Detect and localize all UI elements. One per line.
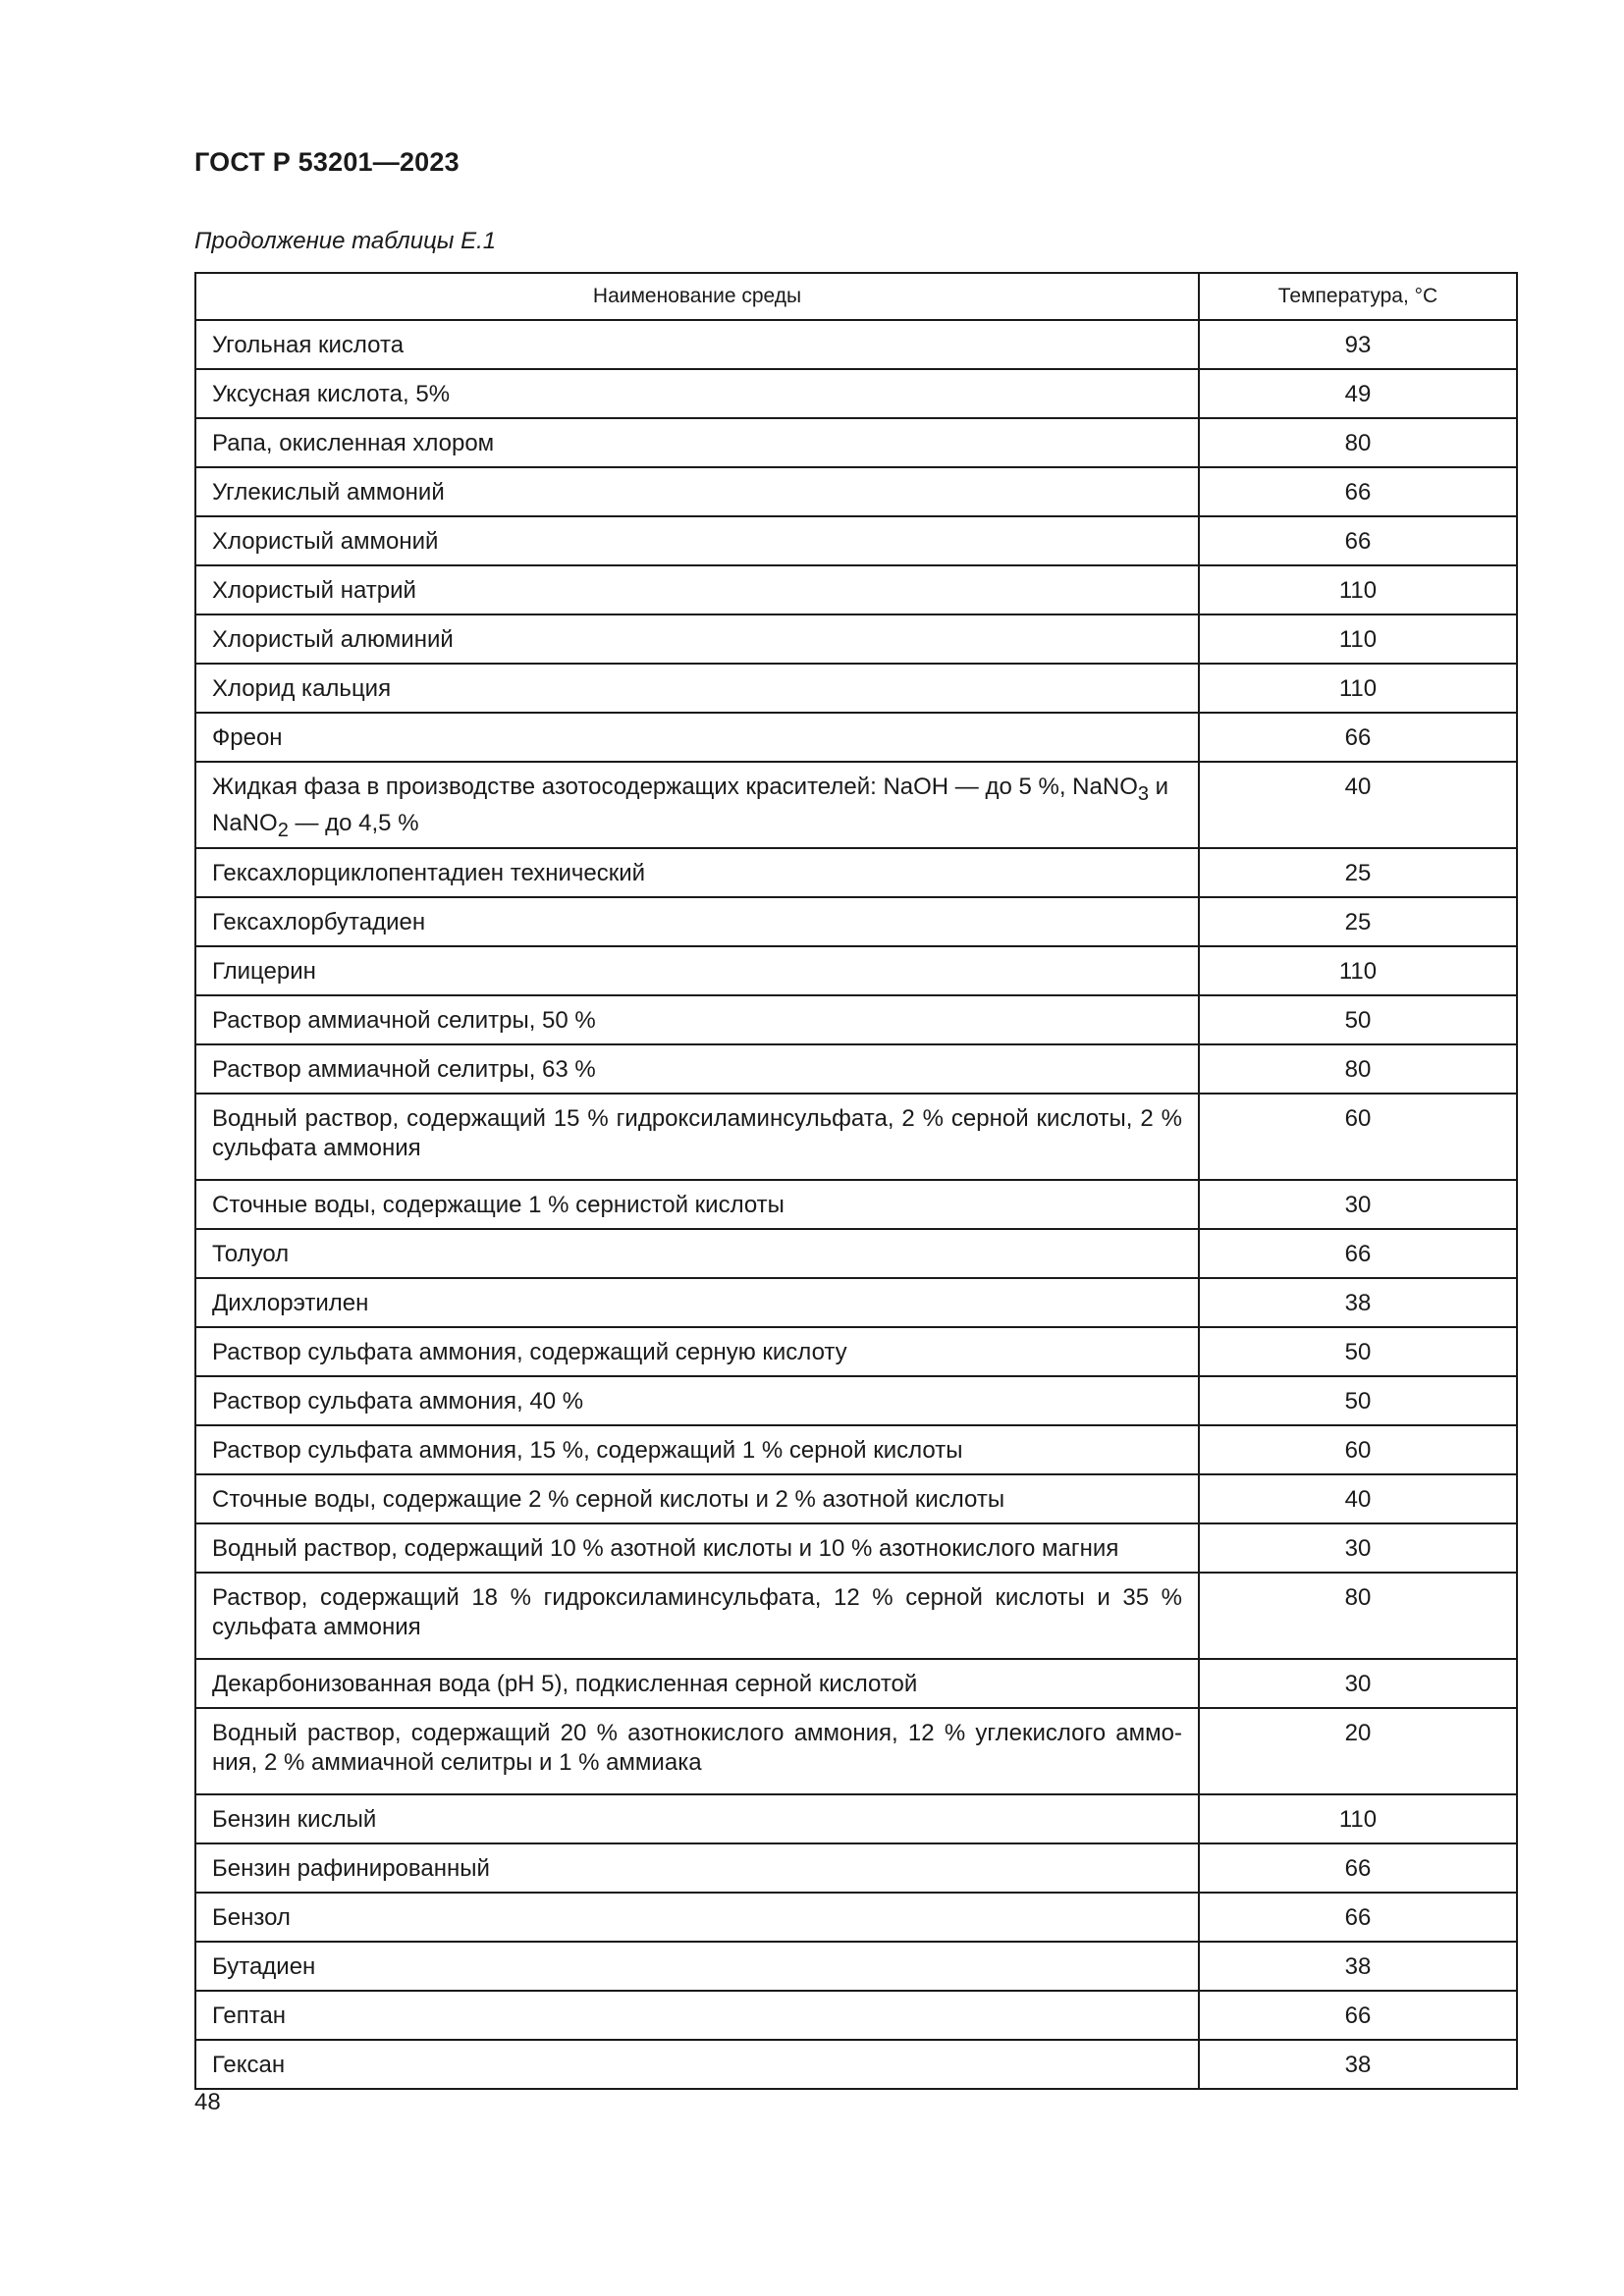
medium-name: Углекислый аммоний [195,467,1199,516]
table-row [195,762,1517,848]
medium-name: Водный раствор, содержащий 15 % гидроксиламинсульфата, 2 % серной кислоты, 2 % сульфата аммония [195,1094,1199,1180]
medium-name: Уксусная кислота, 5% [195,369,1199,418]
table-caption: Продолжение таблицы Е.1 [194,228,497,254]
medium-name: Раствор сульфата аммония, содержащий серную кислоту [195,1327,1199,1376]
medium-name: Гексахлорциклопентадиен технический [195,848,1199,897]
medium-name: Сточные воды, содержащие 1 % сернистой кислоты [195,1180,1199,1229]
medium-name: Раствор сульфата аммония, 40 % [195,1376,1199,1425]
medium-name-text: Жидкая фаза в производстве азотосодержащих красителей: NaOH — до 5 %, NaNO [212,774,1138,800]
temperature-value: 66 [1199,1991,1517,2040]
medium-name: Гептан [195,1991,1199,2040]
medium-name: Дихлорэтилен [195,1278,1199,1327]
temperature-value: 25 [1199,897,1517,946]
table-row [195,1425,1517,1474]
column-header-medium: Наименование среды [195,273,1199,320]
temperature-value: 110 [1199,565,1517,614]
medium-name: Сточные воды, содержащие 2 % серной кислоты и 2 % азотной кислоты [195,1474,1199,1523]
medium-name: Глицерин [195,946,1199,995]
medium-name: Декарбонизованная вода (pH 5), подкисленная серной кислотой [195,1659,1199,1708]
medium-name: Раствор сульфата аммония, 15 %, содержащий 1 % серной кислоты [195,1425,1199,1474]
medium-name: Водный раствор, содержащий 20 % азотнокислого аммония, 12 % углекислого аммо-ния, 2 % аммиачной селитры и 1 % аммиака [195,1708,1199,1794]
temperature-value: 40 [1199,762,1517,848]
medium-name: Хлористый алюминий [195,614,1199,664]
table-row [195,1327,1517,1376]
table-row [195,995,1517,1044]
temperature-value: 38 [1199,1942,1517,1991]
temperature-value: 66 [1199,1229,1517,1278]
table-row [195,1991,1517,2040]
table-row [195,516,1517,565]
table-row [195,946,1517,995]
table-row [195,467,1517,516]
temperature-value: 93 [1199,320,1517,369]
table-row [195,1942,1517,1991]
table-row [195,320,1517,369]
medium-name: Бензин рафинированный [195,1843,1199,1893]
table-row [195,1180,1517,1229]
medium-name: Хлористый аммоний [195,516,1199,565]
table-row [195,1278,1517,1327]
medium-name: Бензин кислый [195,1794,1199,1843]
medium-name: Раствор, содержащий 18 % гидроксиламинсульфата, 12 % серной кислоты и 35 % сульфата аммония [195,1573,1199,1659]
medium-name-text: и NaNO [212,774,1169,836]
table-row [195,614,1517,664]
temperature-value: 66 [1199,467,1517,516]
medium-name: Хлорид кальция [195,664,1199,713]
table-row [195,418,1517,467]
medium-name: Раствор аммиачной селитры, 63 % [195,1044,1199,1094]
temperature-value: 66 [1199,1893,1517,1942]
table-row [195,369,1517,418]
medium-name: Раствор аммиачной селитры, 50 % [195,995,1199,1044]
temperature-value: 80 [1199,418,1517,467]
table-row [195,1794,1517,1843]
temperature-value: 38 [1199,2040,1517,2089]
medium-name: Фреон [195,713,1199,762]
table-row [195,1659,1517,1708]
column-header-temperature: Температура, °C [1199,273,1517,320]
medium-name [195,762,1199,848]
table-row [195,1229,1517,1278]
medium-name: Гексан [195,2040,1199,2089]
table-row [195,1474,1517,1523]
temperature-value: 66 [1199,516,1517,565]
table-row [195,1523,1517,1573]
medium-name: Хлористый натрий [195,565,1199,614]
temperature-value: 60 [1199,1425,1517,1474]
temperature-value: 110 [1199,946,1517,995]
medium-name: Толуол [195,1229,1199,1278]
temperature-value: 66 [1199,1843,1517,1893]
table-row [195,1708,1517,1794]
medium-name: Гексахлорбутадиен [195,897,1199,946]
medium-name: Рапа, окисленная хлором [195,418,1199,467]
table-row [195,1094,1517,1180]
medium-name-text: — до 4,5 % [288,809,419,836]
temperature-value: 50 [1199,995,1517,1044]
table-row [195,1573,1517,1659]
temperature-value: 40 [1199,1474,1517,1523]
temperature-value: 30 [1199,1180,1517,1229]
table-row [195,565,1517,614]
temperature-value: 25 [1199,848,1517,897]
table-row [195,2040,1517,2089]
temperature-value: 110 [1199,1794,1517,1843]
temperature-value: 60 [1199,1094,1517,1180]
temperature-value: 80 [1199,1044,1517,1094]
temperature-value: 110 [1199,614,1517,664]
temperature-value: 38 [1199,1278,1517,1327]
table-row [195,664,1517,713]
table-row [195,713,1517,762]
document-header: ГОСТ Р 53201—2023 [194,147,460,177]
media-temperature-table [194,272,1518,2090]
temperature-value: 80 [1199,1573,1517,1659]
table-row [195,897,1517,946]
medium-name: Бутадиен [195,1942,1199,1991]
temperature-value: 110 [1199,664,1517,713]
table-row [195,848,1517,897]
temperature-value: 30 [1199,1659,1517,1708]
table-row [195,1893,1517,1942]
table-header-row [195,273,1517,320]
table-row [195,1843,1517,1893]
temperature-value: 20 [1199,1708,1517,1794]
medium-name: Водный раствор, содержащий 10 % азотной кислоты и 10 % азотнокислого магния [195,1523,1199,1573]
subscript: 3 [1137,782,1149,805]
medium-name: Угольная кислота [195,320,1199,369]
temperature-value: 30 [1199,1523,1517,1573]
temperature-value: 66 [1199,713,1517,762]
temperature-value: 50 [1199,1327,1517,1376]
table-row [195,1044,1517,1094]
subscript: 2 [277,819,289,841]
medium-name: Бензол [195,1893,1199,1942]
temperature-value: 50 [1199,1376,1517,1425]
temperature-value: 49 [1199,369,1517,418]
table-row [195,1376,1517,1425]
page-number: 48 [194,2089,221,2115]
